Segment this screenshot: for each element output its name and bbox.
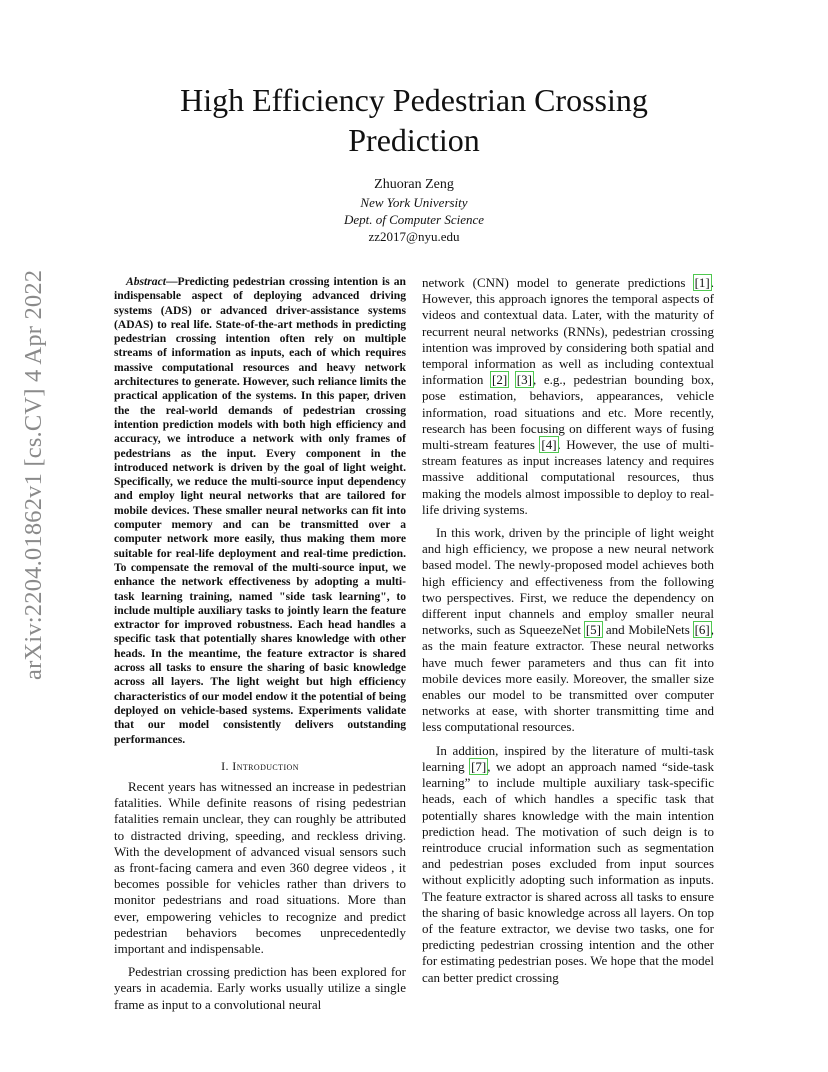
intro-paragraph-1: Recent years has witnessed an increase in pedestrian fatalities. While definite reasons of rising pedestrian fatalities remain unclear, they can roughly be attributed to distracted driving, speeding, and reckless driving. With the development of advanced visual sensors such as front-facing camera and even 360 degree videos , it becomes possible for vehicles rather than drivers to monitor pedestrians and road situations. More than ever, empowering vehicles to recognize and predict pedestrian behaviors becomes unprecedentedly important and indispensable. [114, 779, 406, 957]
citation-link-2[interactable]: [2] [492, 372, 508, 388]
abstract-text: —Predicting pedestrian crossing intention is an indispensable aspect of deploying advanced driving systems (ADS) or advanced driver-assistance systems (ADAS) to real life. State-of-the-art methods in predicting pedestrian crossing intention often rely on multiple streams of information as inputs, each of which requires massive computational resources and heavy network architectures to generate. However, such reliance limits the practical application of the systems. In this paper, driven the the real-world demands of pedestrian crossing intention prediction models with both high efficiency and accuracy, we introduce a network with only frames of pedestrians as the input. Every component in the introduced network is driven by the goal of light weight. Specifically, we reduce the multi-source input dependency and employ light neural networks that are tailored for mobile devices. These smaller neural networks can fit into computer memory and can be transmitted over a computer network more easily, thus making them more suitable for real-life deployment and real-time prediction. To compensate the removal of the multi-source input, we enhance the network effectiveness by adopting a multi-task learning training, named "side task learning", to include multiple auxiliary tasks to jointly learn the feature extractor for improved robustness. Each head handles a specific task that potentially shares knowledge with other heads. In the meantime, the feature extractor is shared across all tasks to ensure the sharing of basic knowledge across all layers. The light weight but high efficiency characteristics of our model endow it the potential of being deployed on vehicle-based systems. Experiments validate that our model consistently delivers outstanding performances. [114, 275, 406, 746]
intro-paragraph-3: In this work, driven by the principle of light weight and high efficiency, we propose a new neural network based model. The newly-proposed model achieves both high efficiency and effectiveness from the following two perspectives. First, we reduce the dependency on different input channels and employ smaller neural networks, such as SqueezeNet [5] and MobileNets [6], as the main feature extractor. These neural networks have much fewer parameters and thus can fit into mobile devices more easily. Moreover, the smaller size enables our model to be transmitted over computer networks at ease, with shorter transmitting time and less computational resources. [422, 525, 714, 735]
citation-link-6[interactable]: [6] [694, 622, 710, 638]
citation-link-3[interactable]: [3] [516, 372, 532, 388]
citation-link-7[interactable]: [7] [471, 758, 487, 774]
section-heading-introduction: I. Introduction [221, 758, 299, 773]
abstract [114, 275, 406, 747]
intro-paragraph-2: Pedestrian crossing prediction has been explored for years in academia. Early works usually utilize a single frame as input to a convolutional neural [114, 964, 406, 1012]
left-column [114, 275, 406, 1020]
paper-title: High Efficiency Pedestrian Crossing Prediction [180, 82, 648, 158]
right-column [422, 275, 714, 993]
author-block [114, 176, 714, 245]
author-email: zz2017@nyu.edu [368, 229, 460, 244]
citation-link-5[interactable]: [5] [585, 622, 602, 638]
intro-paragraph-4: In addition, inspired by the literature of multi-task learning [7], we adopt an approach named “side-task learning” to include multiple auxiliary task-specific heads, each of which handles a specific task that potentially shares knowledge with the main intention prediction head. The motivation of such deign is to reintroduce crucial information such as segmentation and pedestrian poses excluded from input sources without explicitly adopting such information as inputs. The feature extractor is shared across all tasks to ensure the sharing of basic knowledge across all layers. On top of the feature extractor, we devise two tasks, one for predicting pedestrian crossing intention and the other for estimating pedestrian poses. We hope that the model can better predict crossing [422, 742, 714, 985]
author-affiliation: New York University [360, 195, 468, 210]
citation-link-4[interactable]: [4] [541, 437, 557, 453]
abstract-label: Abstract [126, 275, 166, 288]
author-department: Dept. of Computer Science [343, 212, 485, 227]
arxiv-identifier-stamp: arXiv:2204.01862v1 [cs.CV] 4 Apr 2022 [20, 269, 47, 680]
intro-paragraph-2-continued: network (CNN) model to generate predictions [1]. However, this approach ignores the temporal aspects of videos and contextual data. Later, with the maturity of recurrent neural networks (RNNs), pedestrian crossing intention was improved by considering both spatial and temporal information as well as including contextual information [2] [3], e.g., pedestrian bounding box, pose estimation, behaviors, appearances, vehicle information, road situations and etc. More recently, research has been focusing on different ways of fusing multi-stream features [4]. However, the use of multi-stream features as input increases latency and requires massive additional computational resources, thus making the models almost impossible to deploy to real-life driving systems. [422, 275, 714, 517]
author-name: Zhuoran Zeng [374, 177, 454, 192]
citation-link-1[interactable]: [1] [694, 275, 710, 290]
